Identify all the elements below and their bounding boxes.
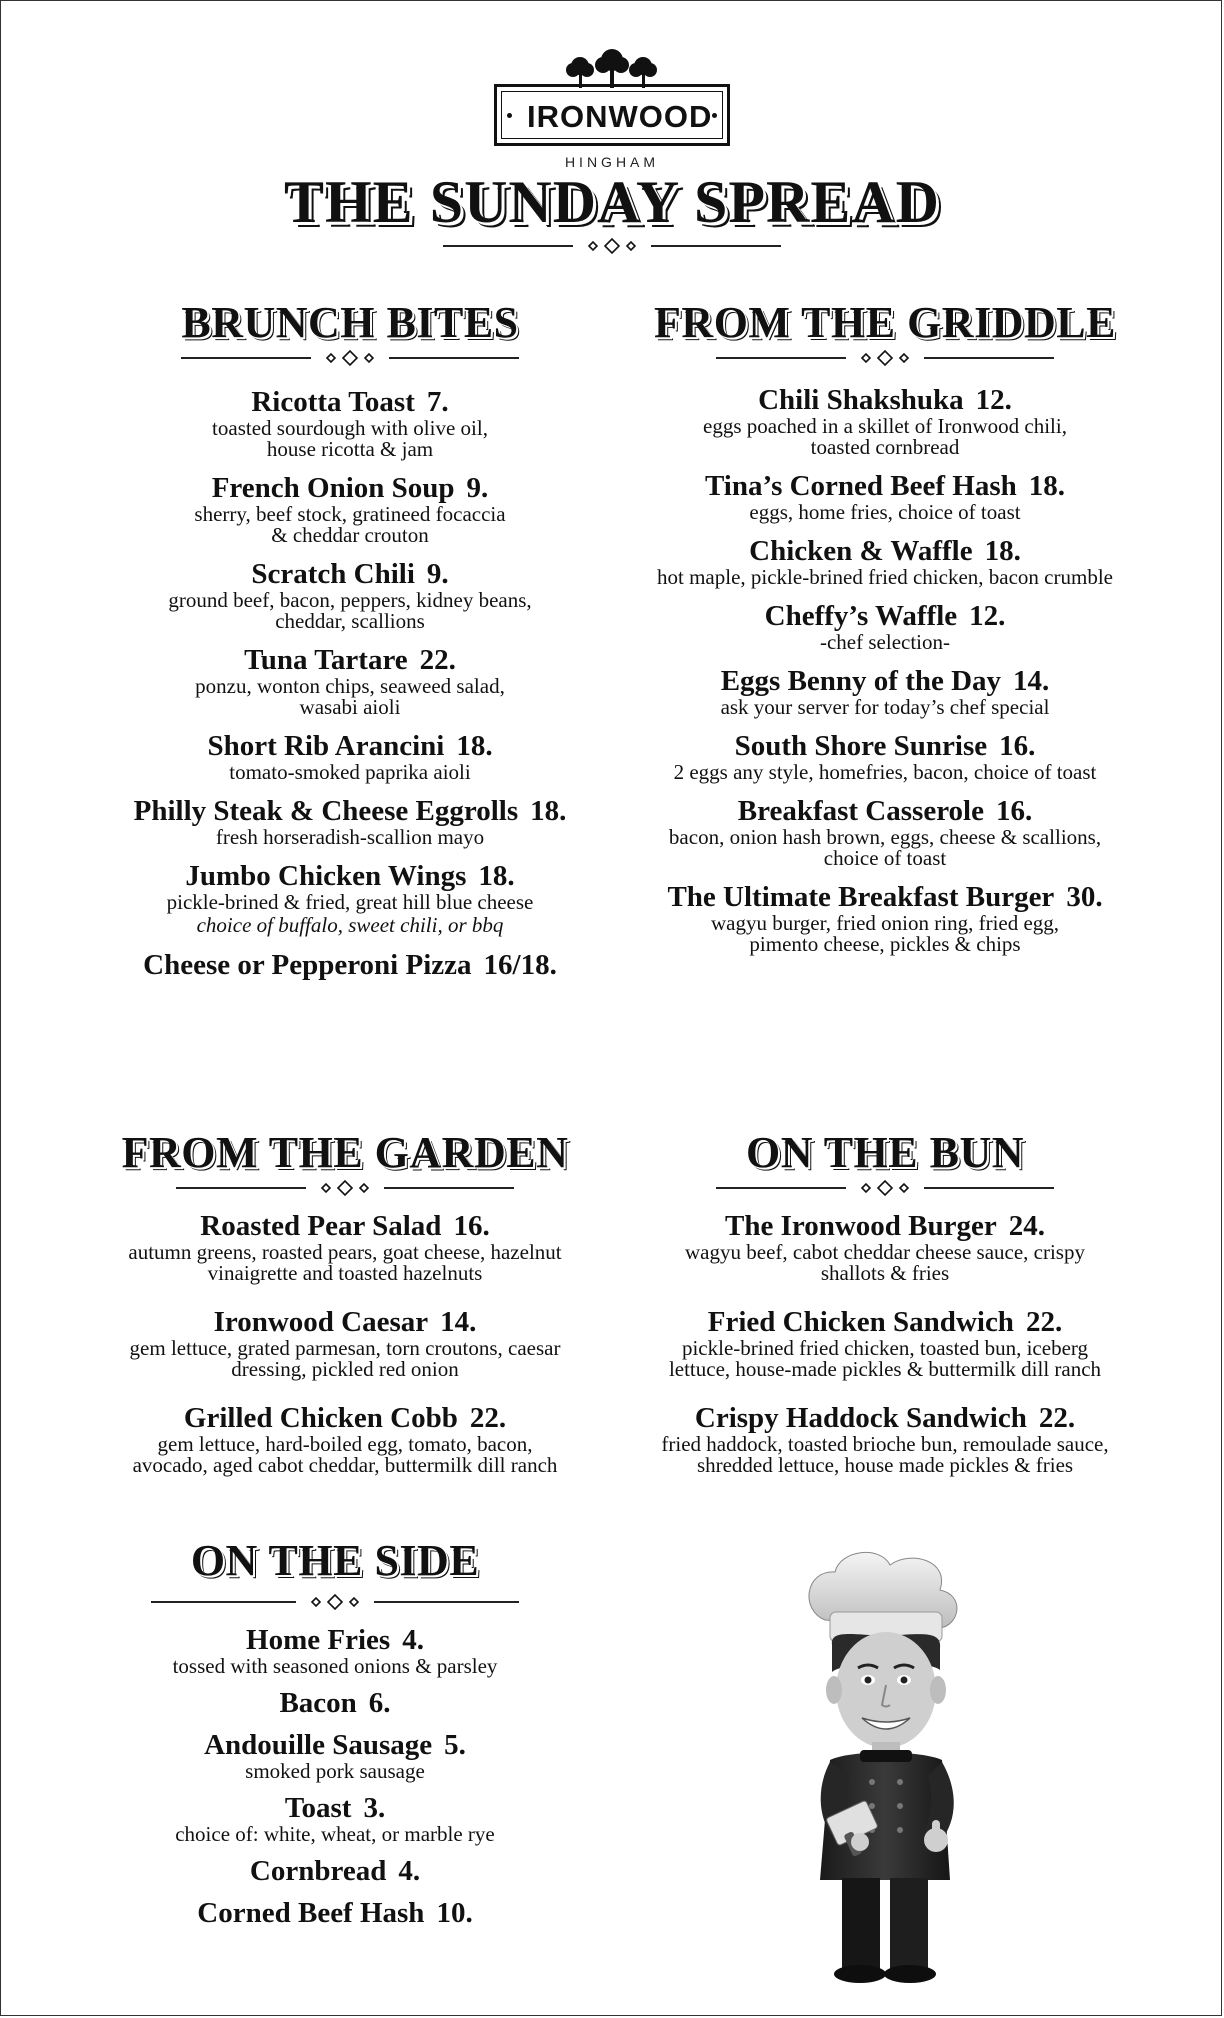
menu-item: [110, 1897, 560, 1929]
menu-item-title: [100, 386, 600, 418]
menu-item: [85, 1402, 605, 1476]
menu-item-title: [85, 1306, 605, 1338]
trees-icon: [557, 48, 667, 88]
menu-item-description: -chef selection-: [819, 630, 950, 655]
menu-item-description: pickle-brined & fried, great hill blue cheese: [166, 890, 534, 915]
menu-item-name: Crispy Haddock Sandwich: [694, 1402, 1027, 1435]
menu-item-title: [620, 665, 1150, 697]
menu-item-description: avocado, aged cabot cheddar, buttermilk dill ranch: [132, 1453, 558, 1478]
section-divider: [620, 350, 1150, 366]
menu-item-title: [620, 384, 1150, 416]
menu-item-description: & cheddar crouton: [271, 523, 429, 548]
menu-item-description: eggs, home fries, choice of toast: [749, 500, 1021, 525]
menu-item-description: ask your server for today’s chef special: [720, 695, 1050, 720]
menu-item-description: toasted sourdough with olive oil,: [212, 416, 488, 441]
section-from-the-garden: [85, 1130, 605, 1476]
menu-item-name: Ironwood Caesar: [213, 1306, 429, 1339]
menu-item-name: Ricotta Toast: [251, 386, 415, 419]
menu-item-description: dressing, pickled red onion: [231, 1357, 459, 1382]
menu-item-name: Cheese or Pepperoni Pizza: [143, 949, 472, 982]
menu-item-price: 22.: [1038, 1402, 1076, 1435]
menu-item-description: choice of toast: [823, 846, 947, 871]
ironwood-logo: [0, 48, 1224, 170]
menu-item: [620, 795, 1150, 869]
menu-item-description: toasted cornbread: [810, 435, 960, 460]
menu-item-description: pickle-brined fried chicken, toasted bun, iceberg: [681, 1336, 1089, 1361]
menu-item-description: wagyu beef, cabot cheddar cheese sauce, crispy: [685, 1240, 1085, 1265]
menu-item-price: 18.: [984, 535, 1021, 568]
menu-item: [630, 1306, 1140, 1380]
menu-item-description: fried haddock, toasted brioche bun, remoulade sauce,: [661, 1432, 1109, 1457]
menu-item: [620, 600, 1150, 653]
menu-item-title: [630, 1402, 1140, 1434]
menu-item-price: 22.: [469, 1402, 507, 1435]
menu-item-title: [620, 600, 1150, 632]
menu-item: [100, 558, 600, 632]
menu-item-price: 12.: [969, 600, 1006, 633]
menu-item-price: 16.: [995, 795, 1033, 828]
menu-item-price: 18.: [456, 730, 493, 763]
section-title: FROM THE GARDEN: [121, 1128, 569, 1177]
menu-item-description: wagyu burger, fried onion ring, fried egg,: [710, 911, 1060, 936]
menu-item-title: [100, 860, 600, 892]
menu-item: [110, 1729, 560, 1782]
menu-item-name: Breakfast Casserole: [737, 795, 984, 828]
menu-item-title: [100, 795, 600, 827]
menu-item-description: eggs poached in a skillet of Ironwood chili,: [703, 414, 1067, 439]
menu-item-price: 10.: [436, 1897, 473, 1930]
menu-item-description: house ricotta & jam: [266, 437, 434, 462]
menu-item: [110, 1792, 560, 1845]
menu-item-title: [85, 1402, 605, 1434]
menu-item-title: [630, 1306, 1140, 1338]
menu-item-description: tossed with seasoned onions & parsley: [172, 1654, 498, 1679]
menu-item-price: 30.: [1066, 881, 1103, 914]
menu-item-title: [620, 470, 1150, 502]
menu-item-name: The Ironwood Burger: [724, 1210, 997, 1243]
section-title: BRUNCH BITES: [181, 298, 519, 347]
menu-item-price: 22.: [1025, 1306, 1063, 1339]
menu-item-price: 14.: [1013, 665, 1050, 698]
menu-item: [100, 730, 600, 783]
menu-item-title: [630, 1210, 1140, 1242]
menu-item-name: The Ultimate Breakfast Burger: [667, 881, 1055, 914]
menu-item-title: [620, 795, 1150, 827]
ornament-icon: [585, 238, 639, 254]
menu-item-name: South Shore Sunrise: [734, 730, 988, 763]
menu-item-description: autumn greens, roasted pears, goat cheese, hazelnut: [128, 1240, 562, 1265]
menu-item-name: Chili Shakshuka: [758, 384, 964, 417]
logo-town: HINGHAM: [564, 154, 660, 170]
menu-item-description: ponzu, wonton chips, seaweed salad,: [195, 674, 505, 699]
menu-item: [110, 1855, 560, 1887]
menu-item: [100, 472, 600, 546]
menu-item-name: Jumbo Chicken Wings: [185, 860, 467, 893]
menu-item: [85, 1210, 605, 1284]
logo-name: IRONWOOD: [527, 99, 713, 134]
menu-item-price: 14.: [440, 1306, 477, 1339]
menu-item-description: ground beef, bacon, peppers, kidney beans,: [168, 588, 532, 613]
menu-item-description: tomato-smoked paprika aioli: [229, 760, 471, 785]
menu-item-name: Corned Beef Hash: [197, 1897, 425, 1930]
logo-badge: [494, 84, 730, 146]
menu-item-title: [100, 949, 600, 981]
menu-item-name: Eggs Benny of the Day: [720, 665, 1002, 698]
section-title: ON THE BUN: [745, 1128, 1025, 1177]
ornament-icon: [858, 1180, 912, 1196]
menu-item-price: 18.: [530, 795, 567, 828]
menu-item-title: [110, 1855, 560, 1887]
menu-item-name: Cheffy’s Waffle: [764, 600, 958, 633]
menu-item-title: [110, 1792, 560, 1824]
menu-item: [620, 730, 1150, 783]
menu-item-title: [110, 1624, 560, 1656]
menu-item-description: cheddar, scallions: [275, 609, 425, 634]
section-on-the-side: [110, 1538, 560, 1929]
menu-item-description: smoked pork sausage: [245, 1759, 425, 1784]
menu-item-name: Short Rib Arancini: [207, 730, 445, 763]
menu-item-title: [110, 1687, 560, 1719]
menu-item-title: [100, 558, 600, 590]
menu-item-name: Fried Chicken Sandwich: [707, 1306, 1014, 1339]
menu-item-price: 16.: [453, 1210, 490, 1243]
menu-item-name: Scratch Chili: [251, 558, 415, 591]
menu-item-price: 12.: [975, 384, 1012, 417]
menu-item-price: 4.: [402, 1624, 424, 1657]
menu-item: [620, 535, 1150, 588]
ornament-icon: [858, 350, 912, 366]
section-divider: [100, 350, 600, 366]
menu-item: [110, 1687, 560, 1719]
menu-item-name: Chicken & Waffle: [749, 535, 973, 568]
menu-item-description: 2 eggs any style, homefries, bacon, choice of toast: [673, 760, 1097, 785]
menu-item-description: shallots & fries: [820, 1261, 950, 1286]
menu-item-description: gem lettuce, hard-boiled egg, tomato, bacon,: [157, 1432, 533, 1457]
ornament-icon: [318, 1180, 372, 1196]
menu-item-description: fresh horseradish-scallion mayo: [215, 825, 485, 850]
page-title: THE SUNDAY SPREAD: [283, 169, 941, 235]
menu-item-title: [100, 730, 600, 762]
ornament-icon: [308, 1594, 362, 1610]
menu-item-description: vinaigrette and toasted hazelnuts: [207, 1261, 483, 1286]
section-divider: [630, 1180, 1140, 1196]
menu-item-title: [100, 472, 600, 504]
menu-item-name: Cornbread: [249, 1855, 387, 1888]
menu-item-title: [110, 1897, 560, 1929]
menu-item-price: 18.: [1028, 470, 1066, 503]
menu-item-description: hot maple, pickle-brined fried chicken, bacon crumble: [657, 565, 1113, 590]
menu-item: [620, 881, 1150, 955]
menu-item-note: choice of buffalo, sweet chili, or bbq: [196, 913, 504, 938]
menu-item: [100, 795, 600, 848]
menu-item-name: Toast: [284, 1792, 352, 1825]
menu-item-title: [100, 644, 600, 676]
menu-item-description: bacon, onion hash brown, eggs, cheese & scallions,: [668, 825, 1102, 850]
menu-item-price: 3.: [363, 1792, 386, 1825]
menu-item: [630, 1402, 1140, 1476]
section-divider: [85, 1180, 605, 1196]
menu-item-description: lettuce, house-made pickles & buttermilk dill ranch: [668, 1357, 1102, 1382]
menu-item: [630, 1210, 1140, 1284]
menu-item-price: 16/18.: [483, 949, 557, 982]
ornament-icon: [323, 350, 377, 366]
menu-item: [85, 1306, 605, 1380]
menu-item-title: [620, 881, 1150, 913]
section-title: ON THE SIDE: [190, 1536, 480, 1585]
menu-item-name: French Onion Soup: [211, 472, 455, 505]
menu-item-price: 7.: [426, 386, 449, 419]
section-brunch-bites: [100, 300, 600, 981]
section-from-the-griddle: [620, 300, 1150, 955]
menu-item-price: 16.: [999, 730, 1036, 763]
menu-item-name: Philly Steak & Cheese Eggrolls: [133, 795, 519, 828]
menu-item-description: sherry, beef stock, gratineed focaccia: [194, 502, 506, 527]
menu-item: [100, 860, 600, 937]
menu-item: [620, 470, 1150, 523]
menu-item-name: Grilled Chicken Cobb: [183, 1402, 458, 1435]
menu-item-description: choice of: white, wheat, or marble rye: [175, 1822, 495, 1847]
menu-item-price: 18.: [478, 860, 515, 893]
menu-item-name: Roasted Pear Salad: [200, 1210, 442, 1243]
menu-item: [100, 386, 600, 460]
menu-item-name: Andouille Sausage: [204, 1729, 433, 1762]
menu-item-description: gem lettuce, grated parmesan, torn croutons, caesar: [129, 1336, 561, 1361]
menu-item-price: 4.: [398, 1855, 421, 1888]
menu-item: [620, 384, 1150, 458]
menu-item-name: Bacon: [279, 1687, 357, 1720]
menu-item-name: Home Fries: [246, 1624, 391, 1657]
title-divider: [0, 238, 1224, 254]
menu-item-description: shredded lettuce, house made pickles & fries: [696, 1453, 1074, 1478]
menu-item: [110, 1624, 560, 1677]
menu-item: [100, 644, 600, 718]
menu-item-price: 5.: [444, 1729, 466, 1762]
menu-item: [620, 665, 1150, 718]
menu-item-name: Tina’s Corned Beef Hash: [704, 470, 1017, 503]
menu-item-title: [620, 730, 1150, 762]
section-on-the-bun: [630, 1130, 1140, 1476]
menu-item-price: 22.: [419, 644, 456, 677]
chef-illustration: [790, 1550, 980, 1990]
menu-item-description: pimento cheese, pickles & chips: [749, 932, 1021, 957]
menu-item-title: [110, 1729, 560, 1761]
menu-item-description: wasabi aioli: [299, 695, 401, 720]
menu-item-price: 24.: [1008, 1210, 1045, 1243]
section-divider: [110, 1594, 560, 1610]
section-title: FROM THE GRIDDLE: [654, 298, 1116, 347]
menu-item-title: [85, 1210, 605, 1242]
menu-item-price: 9.: [426, 558, 449, 591]
menu-item-price: 6.: [368, 1687, 391, 1720]
menu-item-title: [620, 535, 1150, 567]
menu-item: [100, 949, 600, 981]
menu-item-name: Tuna Tartare: [244, 644, 408, 677]
menu-item-price: 9.: [466, 472, 489, 505]
